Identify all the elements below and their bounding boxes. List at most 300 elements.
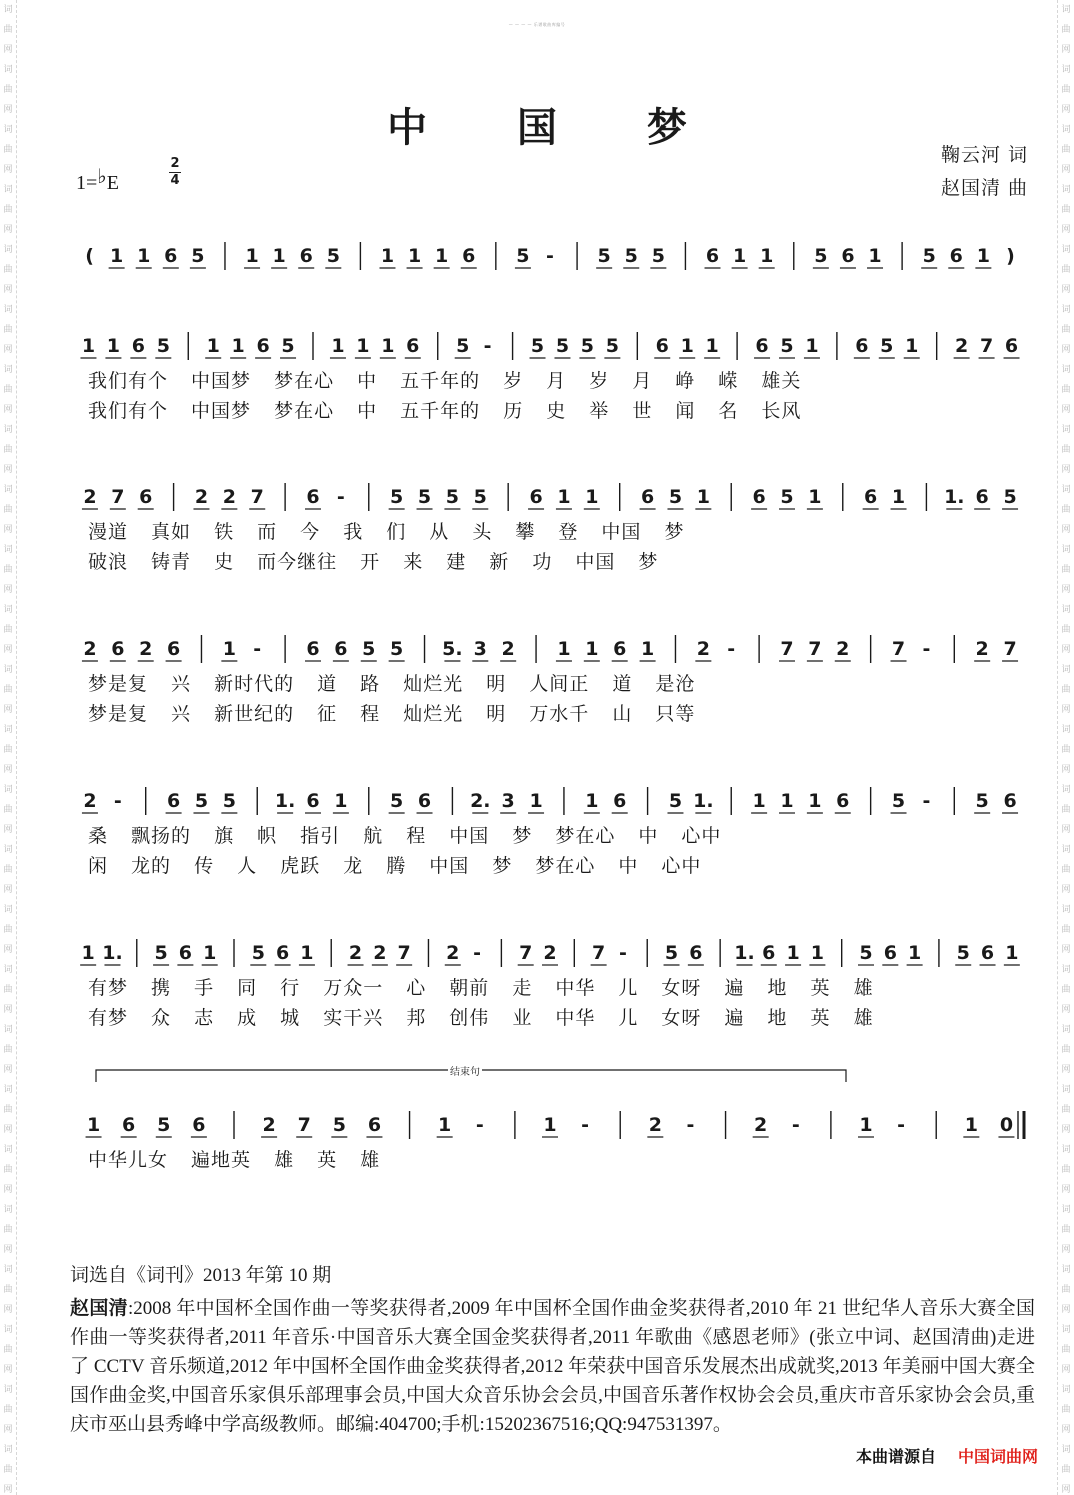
note: 6 — [139, 486, 153, 508]
watermark-glyph: 词 — [3, 785, 13, 795]
lyric-line: 有梦 携 手 同 行 万众一 心 朝前 走 中华 儿 女呀 遍 地 英 雄 — [88, 977, 874, 999]
note: 1. — [944, 486, 965, 508]
watermark-glyph: 词 — [1061, 65, 1071, 75]
note: 1 — [381, 335, 395, 357]
note: - — [253, 638, 262, 660]
watermark-glyph: 曲 — [1061, 265, 1071, 275]
watermark-glyph: 网 — [1061, 1065, 1071, 1075]
watermark-glyph: 网 — [3, 1185, 13, 1195]
watermark-glyph: 词 — [3, 665, 13, 675]
note: ) — [1006, 245, 1015, 267]
note: 1. — [734, 942, 755, 964]
watermark-glyph: 网 — [1061, 405, 1071, 415]
watermark-glyph: 词 — [1061, 1265, 1071, 1275]
watermark-glyph: 曲 — [3, 1285, 13, 1295]
watermark-glyph: 网 — [1061, 225, 1071, 235]
note: 1 — [334, 790, 348, 812]
note: 5 — [555, 335, 570, 357]
note: 1 — [805, 335, 819, 357]
watermark-glyph: 网 — [1061, 1125, 1071, 1135]
note: 6 — [417, 790, 432, 812]
watermark-glyph: 网 — [1061, 1485, 1071, 1495]
note: 6 — [883, 942, 897, 964]
note: 6 — [406, 335, 420, 357]
note: 5 — [251, 942, 265, 964]
watermark-glyph: 网 — [1061, 345, 1071, 355]
note: 5 — [154, 942, 168, 964]
watermark-glyph: 词 — [1061, 185, 1071, 195]
note: 5 — [605, 335, 619, 357]
lyric-line: 破浪 铸青 史 而今继往 开 来 建 新 功 中国 梦 — [88, 551, 659, 573]
note: 1 — [696, 486, 710, 508]
note: 6 — [1004, 335, 1019, 357]
note: - — [791, 1114, 800, 1136]
note: - — [581, 1114, 590, 1136]
watermark-glyph: 网 — [3, 1065, 13, 1075]
watermark-glyph: 词 — [1061, 365, 1071, 375]
watermark-glyph: 网 — [1061, 825, 1071, 835]
note: 2 — [222, 486, 236, 508]
note: 7 — [808, 638, 822, 660]
watermark-glyph: 曲 — [1061, 565, 1071, 575]
note: 6 — [306, 790, 320, 812]
watermark-glyph: 曲 — [3, 325, 13, 335]
watermark-glyph: 词 — [3, 305, 13, 315]
note: 2 — [373, 942, 387, 964]
note: 1 — [407, 245, 422, 267]
watermark-glyph: 词 — [3, 1085, 13, 1095]
note: 1 — [976, 245, 990, 267]
note: 6 — [122, 1114, 136, 1136]
watermark-glyph: 词 — [3, 365, 13, 375]
watermark-glyph: 曲 — [1061, 685, 1071, 695]
note: 2 — [955, 335, 969, 357]
watermark-glyph: 词 — [1061, 1205, 1071, 1215]
note: 5. — [442, 638, 463, 660]
watermark-glyph: 词 — [1061, 305, 1071, 315]
note: 5 — [956, 942, 970, 964]
note: 6 — [131, 335, 145, 357]
watermark-glyph: 网 — [3, 885, 13, 895]
watermark-glyph: 词 — [3, 5, 13, 15]
note: 6 — [975, 486, 989, 508]
watermark-glyph: 曲 — [3, 685, 13, 695]
watermark-glyph: 网 — [1061, 285, 1071, 295]
watermark-glyph: 网 — [1061, 1005, 1071, 1015]
note: 7 — [780, 638, 794, 660]
watermark-glyph: 网 — [3, 1365, 13, 1375]
note: 1 — [222, 638, 236, 660]
watermark-glyph: 网 — [3, 285, 13, 295]
note: 2 — [975, 638, 989, 660]
note: 5 — [417, 486, 432, 508]
note: 1 — [786, 942, 800, 964]
note: 1 — [380, 245, 395, 267]
watermark-glyph: 曲 — [3, 625, 13, 635]
lyric-line: 我们有个 中国梦 梦在心 中 五千年的 岁 月 岁 月 峥 嵘 雄关 — [88, 370, 802, 392]
header-small: — — — — 乐谱歌曲库编号 — [508, 22, 566, 27]
note: 6 — [864, 486, 878, 508]
note: 1 — [231, 335, 245, 357]
note: 6 — [841, 245, 855, 267]
note: 1 — [543, 1114, 557, 1136]
note: 1 — [206, 335, 220, 357]
watermark-glyph: 词 — [3, 965, 13, 975]
watermark-glyph: 词 — [3, 905, 13, 915]
note: 2 — [446, 942, 460, 964]
note: 5 — [580, 335, 595, 357]
note: 6 — [689, 942, 703, 964]
note: 5 — [194, 790, 209, 812]
note: 1 — [557, 638, 571, 660]
watermark-glyph: 曲 — [1061, 325, 1071, 335]
watermark-glyph: 网 — [3, 765, 13, 775]
watermark-glyph: 曲 — [1061, 385, 1071, 395]
watermark-glyph: 词 — [3, 545, 13, 555]
note: 1 — [907, 942, 922, 964]
note: 6 — [306, 638, 320, 660]
note: 1 — [705, 335, 719, 357]
note: 5 — [668, 790, 683, 812]
note: 2 — [836, 638, 850, 660]
watermark-glyph: 词 — [1061, 1085, 1071, 1095]
watermark-glyph: 网 — [3, 45, 13, 55]
watermark-glyph: 曲 — [3, 985, 13, 995]
note: 7 — [591, 942, 606, 964]
note: 6 — [1003, 790, 1017, 812]
watermark-glyph: 网 — [1061, 585, 1071, 595]
watermark-glyph: 网 — [1061, 105, 1071, 115]
note: 7 — [297, 1114, 311, 1136]
note: - — [618, 942, 627, 964]
watermark-glyph: 网 — [3, 1125, 13, 1135]
note: 6 — [949, 245, 963, 267]
note: 1. — [693, 790, 714, 812]
note: 6 — [655, 335, 669, 357]
note: 5 — [456, 335, 470, 357]
note: 2 — [83, 638, 97, 660]
watermark-glyph: 词 — [3, 1325, 13, 1335]
note: 1 — [557, 486, 571, 508]
watermark-glyph: 网 — [1061, 705, 1071, 715]
watermark-glyph: 词 — [3, 725, 13, 735]
watermark-glyph: 网 — [3, 585, 13, 595]
watermark-glyph: 词 — [1061, 845, 1071, 855]
watermark-glyph: 曲 — [1061, 505, 1071, 515]
watermark-glyph: 曲 — [3, 1045, 13, 1055]
watermark-glyph: 词 — [1061, 1385, 1071, 1395]
watermark-glyph: 词 — [3, 605, 13, 615]
watermark-glyph: 词 — [1061, 1145, 1071, 1155]
watermark-glyph: 曲 — [3, 1225, 13, 1235]
note: 6 — [166, 790, 181, 812]
note: 1 — [868, 245, 882, 267]
note: 5 — [390, 790, 404, 812]
note: 0 — [999, 1114, 1014, 1136]
source-brand[interactable] — [856, 1444, 1038, 1467]
note: - — [483, 335, 492, 357]
note: 6 — [640, 486, 655, 508]
note: 2 — [83, 486, 97, 508]
watermark-glyph: 词 — [1061, 965, 1071, 975]
note: 6 — [178, 942, 193, 964]
note: - — [686, 1114, 695, 1136]
watermark-glyph: 网 — [3, 1485, 13, 1495]
note: 6 — [529, 486, 543, 508]
note: 6 — [762, 942, 776, 964]
note: 7 — [250, 486, 264, 508]
note: 5 — [780, 335, 794, 357]
note: 1 — [808, 790, 822, 812]
note: 5 — [516, 245, 530, 267]
note: 5 — [1003, 486, 1017, 508]
note: 1 — [585, 638, 599, 660]
watermark-glyph: 网 — [1061, 885, 1071, 895]
note: 6 — [980, 942, 995, 964]
watermark-glyph: 词 — [3, 845, 13, 855]
lyric-line: 中华儿女 遍地英 雄 英 雄 — [88, 1149, 381, 1171]
note: 2 — [348, 942, 363, 964]
watermark-glyph: 网 — [3, 345, 13, 355]
watermark-glyph: 曲 — [1061, 145, 1071, 155]
note: 5 — [651, 245, 665, 267]
note: 6 — [111, 638, 125, 660]
lyric-line: 我们有个 中国梦 梦在心 中 五千年的 历 史 举 世 闻 名 长风 — [88, 400, 802, 422]
bio-text: :2008 年中国杯全国作曲一等奖获得者,2009 年中国杯全国作曲金奖获得者,2010 年 21 世纪华人音乐大赛全国作曲一等奖获得者,2011 年音乐·中国音乐大赛全国金奖获得者,2011 年歌曲《感恩老师》(张立中词、赵国清曲)走进了 CCTV 音乐频道,2012 年中国杯全国作曲金奖获得者,2012 年荣获中国音乐发展杰出成就奖,2013 年美丽中国大赛全国作曲金奖,中国音乐家俱乐部理事会员,中国大众音乐协会会员,中国音乐著作权协会会员,重庆市音乐家协会会员,重庆市巫山县秀峰中学高级教师。邮编:404700;手机:15202367516;QQ:947531397。 — [70, 1298, 1035, 1435]
watermark-glyph: 网 — [3, 525, 13, 535]
watermark-glyph: 词 — [3, 1265, 13, 1275]
note: 1 — [810, 942, 825, 964]
watermark-glyph: 词 — [1061, 905, 1071, 915]
note: 2 — [501, 638, 515, 660]
watermark-glyph: 词 — [3, 65, 13, 75]
note: 2 — [139, 638, 153, 660]
note: 1 — [435, 245, 449, 267]
watermark-glyph: 曲 — [3, 745, 13, 755]
note: 1 — [81, 335, 96, 357]
watermark-glyph: 网 — [3, 1245, 13, 1255]
note: 6 — [613, 638, 627, 660]
composer-bio — [70, 1294, 1035, 1439]
note: 5 — [624, 245, 638, 267]
watermark-glyph: 曲 — [3, 1345, 13, 1355]
note: 5 — [922, 245, 936, 267]
note: 5 — [281, 335, 295, 357]
note: 5 — [664, 942, 679, 964]
watermark-glyph: 曲 — [1061, 1285, 1071, 1295]
lyric-line: 梦是复 兴 新时代的 道 路 灿烂光 明 人间正 道 是沧 — [88, 673, 696, 695]
note: 5 — [332, 1114, 346, 1136]
watermark-glyph: 网 — [3, 465, 13, 475]
note: 6 — [299, 245, 313, 267]
watermark-glyph: 网 — [1061, 1245, 1071, 1255]
note: 5 — [814, 245, 828, 267]
watermark-glyph: 曲 — [3, 925, 13, 935]
watermark-glyph: 曲 — [3, 265, 13, 275]
note: - — [113, 790, 122, 812]
watermark-glyph: 曲 — [3, 805, 13, 815]
note: 5 — [891, 790, 906, 812]
watermark-glyph: 曲 — [1061, 625, 1071, 635]
watermark-glyph: 曲 — [3, 145, 13, 155]
note: 1 — [81, 942, 95, 964]
watermark-glyph: 曲 — [1061, 85, 1071, 95]
watermark-glyph: 曲 — [1061, 205, 1071, 215]
watermark-glyph: 曲 — [1061, 865, 1071, 875]
note: 6 — [613, 790, 627, 812]
note: 1 — [245, 245, 259, 267]
note: 5 — [530, 335, 545, 357]
note: 1 — [732, 245, 747, 267]
note: 5 — [390, 486, 404, 508]
note: - — [922, 638, 931, 660]
watermark-glyph: 网 — [3, 705, 13, 715]
watermark-glyph: 网 — [1061, 945, 1071, 955]
watermark-glyph: 曲 — [1061, 1165, 1071, 1175]
note: 1 — [203, 942, 217, 964]
note: 1 — [1005, 942, 1019, 964]
note: 1 — [356, 335, 370, 357]
note: 1 — [585, 486, 599, 508]
note: - — [897, 1114, 906, 1136]
watermark-glyph: 词 — [1061, 245, 1071, 255]
key-signature: 1=♭E — [76, 166, 119, 194]
note: ( — [85, 245, 94, 267]
watermark-glyph: 词 — [1061, 125, 1071, 135]
note: 6 — [166, 638, 181, 660]
watermark-glyph: 词 — [3, 1385, 13, 1395]
watermark-glyph: 曲 — [1061, 445, 1071, 455]
watermark-glyph: 词 — [1061, 725, 1071, 735]
watermark-glyph: 词 — [3, 125, 13, 135]
watermark-glyph: 词 — [1061, 665, 1071, 675]
watermark-glyph: 曲 — [3, 565, 13, 575]
note: - — [336, 486, 345, 508]
note: 1. — [274, 790, 296, 812]
lyricist-credit: 鞠云河 词 — [940, 144, 1028, 166]
watermark-glyph: 词 — [1061, 485, 1071, 495]
note: 7 — [397, 942, 411, 964]
watermark-glyph: 词 — [3, 485, 13, 495]
watermark-glyph: 曲 — [1061, 1225, 1071, 1235]
lyric-line: 有梦 众 志 成 城 实干兴 邦 创伟 业 中华 儿 女呀 遍 地 英 雄 — [88, 1007, 874, 1029]
watermark-glyph: 曲 — [1061, 925, 1071, 935]
note: 6 — [855, 335, 869, 357]
note: 2 — [194, 486, 209, 508]
note: 6 — [256, 335, 270, 357]
watermark-glyph: 网 — [3, 1305, 13, 1315]
note: 1 — [905, 335, 919, 357]
watermark-glyph: 网 — [3, 645, 13, 655]
watermark-glyph: 曲 — [3, 205, 13, 215]
bio-name: 赵国清 — [70, 1297, 128, 1319]
watermark-glyph: 词 — [1061, 425, 1071, 435]
watermark-glyph: 网 — [1061, 1185, 1071, 1195]
brand-site[interactable]: 中国词曲网 — [957, 1447, 1038, 1466]
note: 2 — [83, 790, 97, 812]
lyric-line: 桑 飘扬的 旗 帜 指引 航 程 中国 梦 梦在心 中 心中 — [88, 825, 722, 847]
note: 5 — [445, 486, 460, 508]
watermark-glyph: 网 — [1061, 165, 1071, 175]
note: 1 — [438, 1114, 452, 1136]
note: 5 — [156, 335, 170, 357]
watermark-glyph: 网 — [3, 1425, 13, 1435]
note: 1 — [86, 1114, 101, 1136]
note: 6 — [705, 245, 720, 267]
watermark-glyph: 曲 — [1061, 1345, 1071, 1355]
watermark-glyph: 词 — [3, 1205, 13, 1215]
watermark-glyph: 网 — [3, 225, 13, 235]
note: 2 — [754, 1114, 768, 1136]
note: 5 — [390, 638, 404, 660]
note: 1 — [859, 1114, 873, 1136]
watermark-glyph: 网 — [1061, 465, 1071, 475]
watermark-glyph: 词 — [3, 1445, 13, 1455]
note: 7 — [1003, 638, 1017, 660]
lyric-line: 梦是复 兴 新世纪的 征 程 灿烂光 明 万水千 山 只等 — [88, 703, 696, 725]
watermark-glyph: 网 — [3, 105, 13, 115]
time-signature: 2 4 — [170, 156, 180, 188]
note: 1 — [680, 335, 694, 357]
note: 1. — [102, 942, 123, 964]
watermark-glyph: 词 — [1061, 1445, 1071, 1455]
note: 7 — [519, 942, 533, 964]
watermark-glyph: 词 — [3, 185, 13, 195]
watermark-glyph: 曲 — [1061, 25, 1071, 35]
watermark-glyph: 网 — [3, 1005, 13, 1015]
watermark-glyph: 网 — [3, 945, 13, 955]
note: 1 — [752, 790, 766, 812]
watermark-glyph: 词 — [1061, 1325, 1071, 1335]
watermark-glyph: 网 — [3, 405, 13, 415]
note: 5 — [362, 638, 376, 660]
watermark-glyph: 曲 — [1061, 1405, 1071, 1415]
note: 5 — [191, 245, 205, 267]
note: 6 — [192, 1114, 206, 1136]
watermark-glyph: 词 — [1061, 5, 1071, 15]
note: 1 — [110, 245, 124, 267]
watermark-glyph: 词 — [3, 1025, 13, 1035]
note: - — [727, 638, 736, 660]
note: 6 — [334, 638, 348, 660]
note: 6 — [164, 245, 178, 267]
note: 1 — [964, 1114, 978, 1136]
note: 2 — [648, 1114, 662, 1136]
note: 3 — [473, 638, 487, 660]
watermark-glyph: 网 — [1061, 525, 1071, 535]
watermark-glyph: 网 — [3, 825, 13, 835]
watermark-glyph: 词 — [1061, 605, 1071, 615]
watermark-glyph: 曲 — [1061, 1045, 1071, 1055]
note: - — [475, 1114, 484, 1136]
watermark-glyph: 词 — [1061, 1025, 1071, 1035]
note: 2. — [470, 790, 491, 812]
watermark-glyph: 网 — [1061, 1305, 1071, 1315]
watermark-glyph: 网 — [3, 165, 13, 175]
watermark-glyph: 曲 — [3, 1405, 13, 1415]
page-title: 中 国 梦 — [387, 105, 725, 151]
brand-label: 本曲谱源自 — [855, 1447, 936, 1466]
watermark-glyph: 网 — [1061, 1365, 1071, 1375]
note: 2 — [696, 638, 710, 660]
watermark-glyph: 词 — [3, 1145, 13, 1155]
note: 1 — [760, 245, 774, 267]
note: 2 — [543, 942, 557, 964]
note: 2 — [262, 1114, 276, 1136]
note: 5 — [975, 790, 989, 812]
watermark-glyph: 曲 — [3, 385, 13, 395]
watermark-glyph: 曲 — [1061, 985, 1071, 995]
